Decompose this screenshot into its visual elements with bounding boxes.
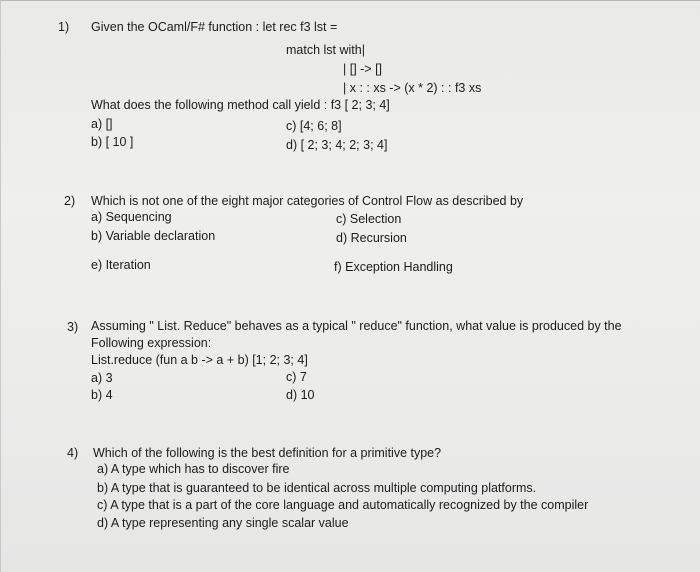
question-2-option-e: e) Iteration <box>91 258 151 272</box>
question-1-prompt: What does the following method call yield : f3 [ 2; 3; 4] <box>91 98 390 112</box>
question-2-prompt: Which is not one of the eight major categories of Control Flow as described by <box>91 194 524 208</box>
question-4-prompt: Which of the following is the best definition for a primitive type? <box>93 446 442 460</box>
question-3-option-d: d) 10 <box>286 388 315 402</box>
question-3-number: 3) <box>67 320 79 334</box>
question-4-number: 4) <box>67 446 79 460</box>
question-2-option-f: f) Exception Handling <box>334 260 453 274</box>
question-3-prompt-line-1: Assuming " List. Reduce" behaves as a typical " reduce" function, what value is produced by the <box>91 319 622 333</box>
question-3-option-c: c) 7 <box>286 370 307 384</box>
question-1-option-d: d) [ 2; 3; 4; 2; 3; 4] <box>286 138 388 152</box>
question-3-option-a: a) 3 <box>91 371 113 385</box>
question-4-option-b: b) A type that is guaranteed to be identical across multiple computing platforms. <box>97 481 537 495</box>
question-1-line-1: Given the OCaml/F# function : let rec f3 lst = <box>91 20 338 34</box>
question-3-expression: List.reduce (fun a b -> a + b) [1; 2; 3; 4] <box>91 353 308 367</box>
question-4-option-d: d) A type representing any single scalar value <box>97 516 349 530</box>
question-4-option-a: a) A type which has to discover fire <box>97 462 290 476</box>
question-3-prompt-line-2: Following expression: <box>91 336 212 350</box>
question-2-option-b: b) Variable declaration <box>91 229 216 243</box>
question-3-option-b: b) 4 <box>91 388 113 402</box>
question-1-option-a: a) [] <box>91 117 113 131</box>
question-2-option-d: d) Recursion <box>336 231 407 245</box>
question-2-number: 2) <box>64 194 76 208</box>
question-1-number: 1) <box>58 20 70 34</box>
question-1-line-2: match lst with| <box>286 43 365 57</box>
question-1-option-b: b) [ 10 ] <box>91 135 134 149</box>
question-1-option-c: c) [4; 6; 8] <box>286 119 342 133</box>
question-2-option-c: c) Selection <box>336 212 402 226</box>
question-4-option-c: c) A type that is a part of the core language and automatically recognized by the compiler <box>97 498 589 512</box>
question-1-line-4: | x : : xs -> (x * 2) : : f3 xs <box>343 81 482 95</box>
question-1-line-3: | [] -> [] <box>343 62 383 76</box>
question-2-option-a: a) Sequencing <box>91 210 172 224</box>
